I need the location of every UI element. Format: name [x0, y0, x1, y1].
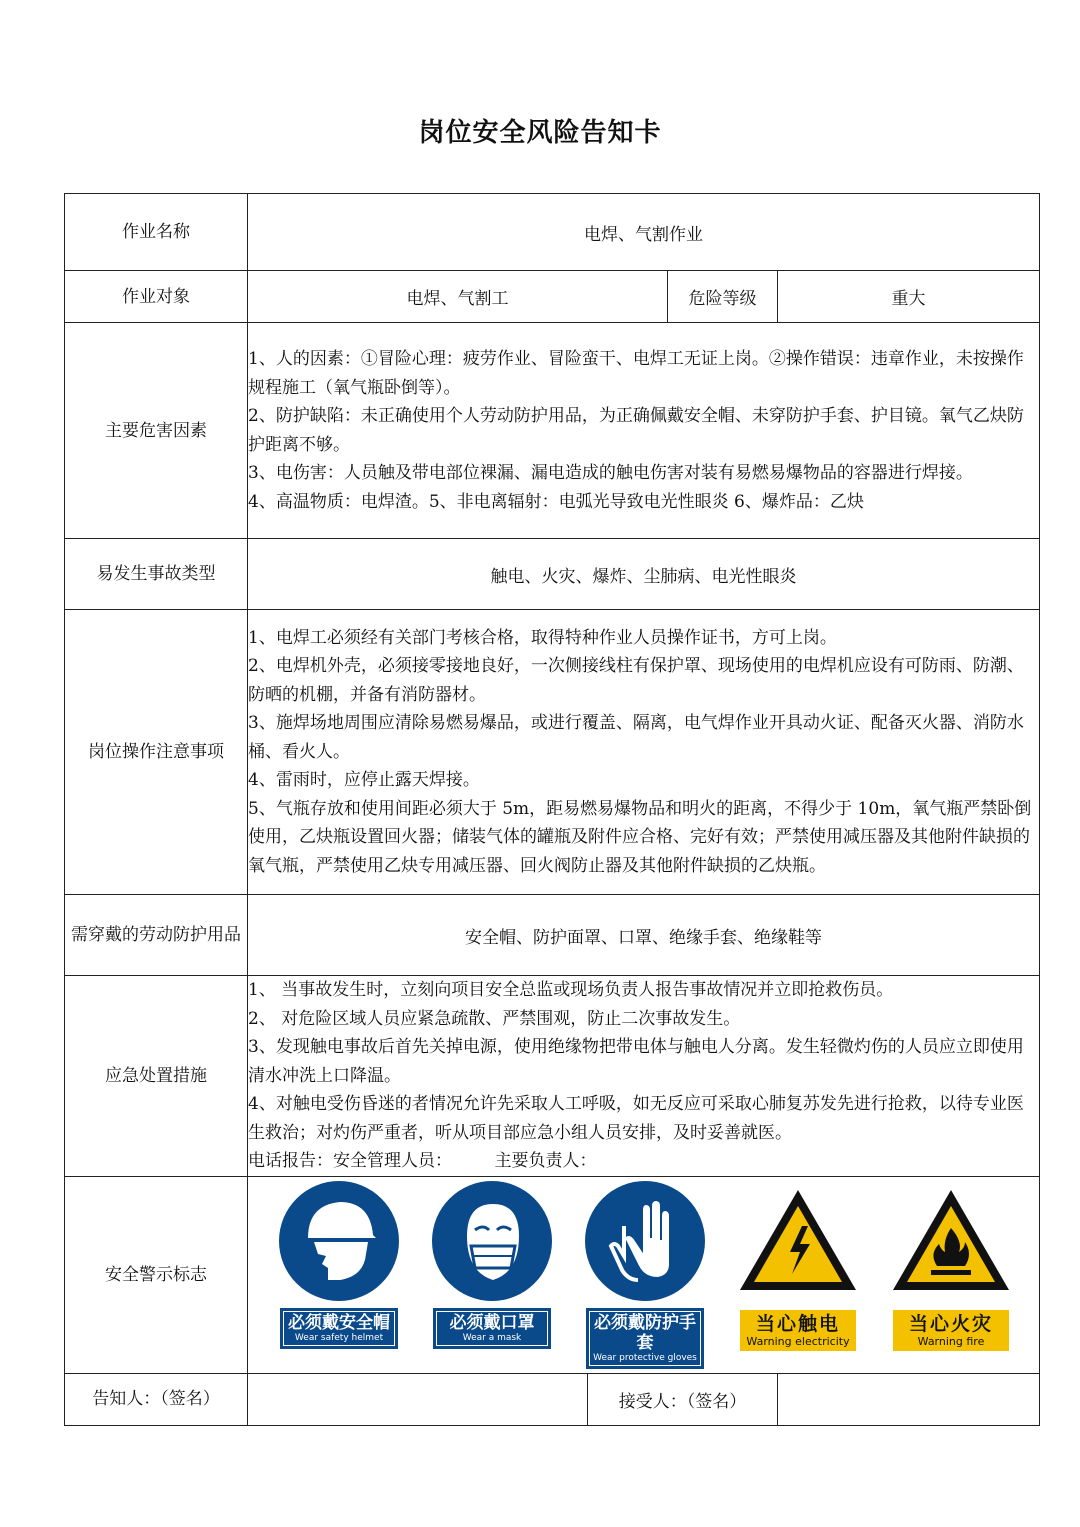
receiver-signature-field[interactable]	[778, 1373, 1040, 1425]
emergency-line: 3、发现触电事故后首先关掉电源，使用绝缘物把带电体与触电人分离。发生轻微灼伤的人员应立即使用清水冲洗上口降温。	[248, 1037, 1024, 1086]
job-target-label: 作业对象	[65, 271, 248, 323]
row-job-target	[65, 271, 1040, 323]
sign-mask-plate: 必须戴口罩 Wear a mask	[433, 1308, 551, 1349]
ppe-value: 安全帽、防护面罩、口罩、绝缘手套、绝缘鞋等	[248, 895, 1040, 976]
ppe-label: 需穿戴的劳动防护用品	[65, 895, 248, 976]
sign-electricity-plate: 当心触电 Warning electricity	[740, 1310, 856, 1351]
emergency-content	[248, 976, 1040, 1177]
precaution-line: 4、雷雨时，应停止露天焊接。	[248, 770, 480, 791]
sign-fire-plate: 当心火灾 Warning fire	[893, 1310, 1009, 1351]
precautions-label: 岗位操作注意事项	[65, 610, 248, 895]
emergency-line: 1、 当事故发生时，立刻向项目安全总监或现场负责人报告事故情况并立即抢救伤员。	[248, 980, 894, 1000]
precaution-line: 1、电焊工必须经有关部门考核合格，取得特种作业人员操作证书，方可上岗。	[248, 627, 837, 648]
accidents-value: 触电、火灾、爆炸、尘肺病、电光性眼炎	[248, 539, 1040, 610]
hazards-label: 主要危害因素	[65, 323, 248, 539]
row-hazards	[65, 323, 1040, 539]
job-name-label: 作业名称	[65, 194, 248, 271]
signs-label: 安全警示标志	[65, 1176, 248, 1373]
hazards-content	[248, 323, 1040, 539]
risk-level-value: 重大	[778, 271, 1040, 323]
job-target-value: 电焊、气割工	[248, 271, 668, 323]
job-name-value: 电焊、气割作业	[248, 194, 1040, 271]
precaution-line: 3、施焊场地周围应清除易燃易爆品，或进行覆盖、隔离，电气焊作业开具动火证、配备灭火器、消防水桶、看火人。	[248, 713, 1024, 762]
sign-gloves-plate: 必须戴防护手套 Wear protective gloves	[586, 1308, 704, 1369]
page-title: 岗位安全风险告知卡	[418, 118, 662, 148]
safety-helmet-icon	[278, 1180, 400, 1302]
precaution-line: 2、电焊机外壳，必须接零接地良好，一次侧接线柱有保护罩、现场使用的电焊机应设有可防雨、防潮、防晒的机棚，并备有消防器材。	[248, 656, 1024, 705]
receiver-label: 接受人：（签名）	[588, 1373, 778, 1425]
electricity-warning-icon	[736, 1186, 860, 1296]
gloves-icon	[584, 1180, 706, 1302]
row-ppe	[65, 895, 1040, 976]
hazard-line: 3、电伤害：人员触及带电部位裸漏、漏电造成的触电伤害对装有易燃易爆物品的容器进行焊接。	[248, 463, 973, 483]
sign-helmet	[266, 1180, 412, 1349]
row-signature	[65, 1373, 1040, 1425]
precaution-line: 5、气瓶存放和使用间距必须大于 5m，距易燃易爆物品和明火的距离，不得少于 10m，氧气瓶严禁卧倒使用，乙炔瓶设置回火器；储装气体的罐瓶及附件应合格、完好有效；严禁使用减压器及其他附件缺损的氧气瓶，严禁使用乙炔专用减压器、回火阀防止器及其他附件缺损的乙炔瓶。	[248, 798, 1032, 876]
signs-content	[248, 1176, 1040, 1373]
sign-mask	[419, 1180, 565, 1349]
fire-warning-icon	[889, 1186, 1013, 1296]
hazard-line: 1、人的因素：①冒险心理：疲劳作业、冒险蛮干、电焊工无证上岗。②操作错误：违章作业，未按操作规程施工（氧气瓶卧倒等）。	[248, 349, 1024, 398]
row-signs	[65, 1176, 1040, 1373]
row-job-name	[65, 194, 1040, 271]
risk-notice-table	[64, 193, 1040, 1426]
risk-level-label: 危险等级	[668, 271, 778, 323]
notifier-label: 告知人：（签名）	[65, 1373, 248, 1425]
sign-helmet-plate: 必须戴安全帽 Wear safety helmet	[280, 1308, 398, 1349]
emergency-label: 应急处置措施	[65, 976, 248, 1177]
emergency-line: 4、对触电受伤昏迷的者情况允许先采取人工呼吸，如无反应可采取心肺复苏发先进行抢救，以待专业医生救治；对灼伤严重者，听从项目部应急小组人员安排，及时妥善就医。	[248, 1094, 1024, 1143]
sign-fire	[878, 1180, 1024, 1351]
hazard-line: 4、高温物质：电焊渣。5、非电离辐射：电弧光导致电光性眼炎 6、爆炸品：乙炔	[248, 491, 864, 512]
sign-gloves	[572, 1180, 718, 1369]
row-precautions	[65, 610, 1040, 895]
accidents-label: 易发生事故类型	[65, 539, 248, 610]
hazard-line: 2、防护缺陷：未正确使用个人劳动防护用品，为正确佩戴安全帽、未穿防护手套、护目镜。氧气乙炔防护距离不够。	[248, 406, 1024, 455]
row-accidents	[65, 539, 1040, 610]
sign-electricity	[725, 1180, 871, 1351]
precautions-content	[248, 610, 1040, 895]
notifier-signature-field[interactable]	[248, 1373, 588, 1425]
row-emergency	[65, 976, 1040, 1177]
mask-icon	[431, 1180, 553, 1302]
emergency-phone-line: 电话报告：安全管理人员： 主要负责人：	[248, 1151, 597, 1171]
emergency-line: 2、 对危险区域人员应紧急疏散、严禁围观，防止二次事故发生。	[248, 1008, 741, 1029]
